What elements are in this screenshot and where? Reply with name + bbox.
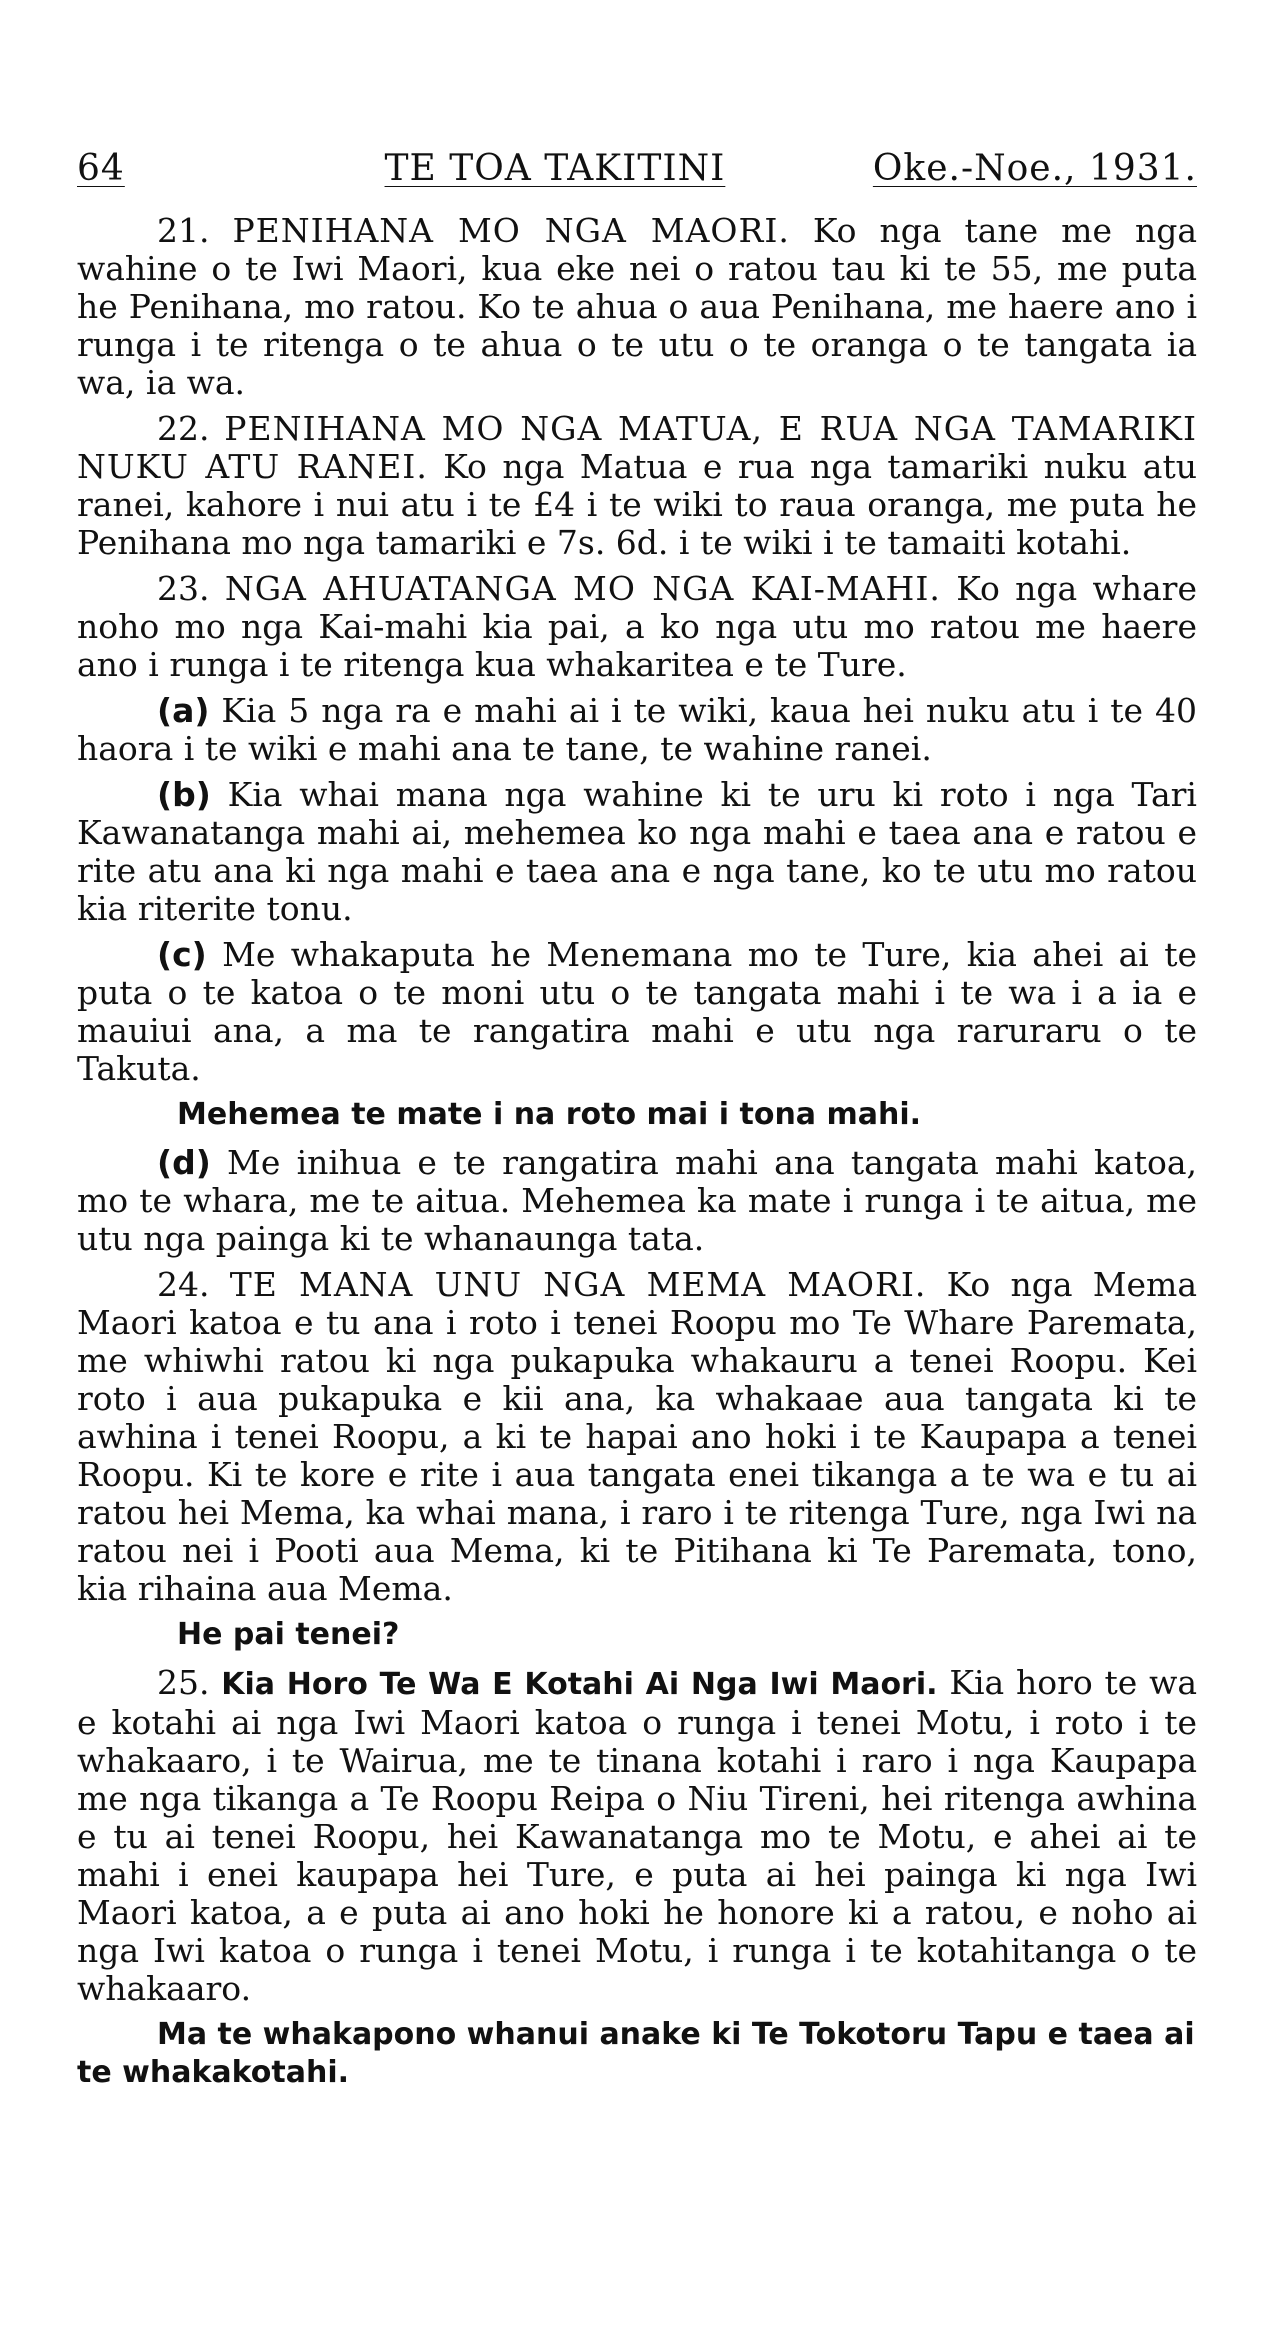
- section-number: 21.: [157, 211, 210, 250]
- subsection-text: Me whakaputa he Menemana mo te Ture, kia ahei ai te puta o te katoa o te moni utu o te tangata mahi i te wa i a ia e mauiui ana, a ma te rangatira mahi e utu nga raruraru o te Takuta.: [77, 935, 1197, 1088]
- section-heading: PENIHANA MO NGA MAORI.: [232, 211, 790, 250]
- section-heading: TE MANA UNU NGA MEMA MAORI.: [229, 1265, 927, 1304]
- section-heading: NGA AHUATANGA MO NGA KAI-MAHI.: [224, 569, 941, 608]
- subsection-c: [77, 936, 1197, 1088]
- subsection-label: (b): [157, 775, 211, 814]
- section-body: Kia horo te wa e kotahi ai nga Iwi Maori katoa o runga i tenei Motu, i roto i te whakaaro, i te Wairua, me te tinana kotahi i raro i nga Kaupapa me nga tikanga a Te Roopu Reipa o Niu Tireni, hei ritenga awhina e tu ai tenei Roopu, hei Kawanatanga mo te Motu, e ahei ai te mahi i enei kaupapa hei Ture, e puta ai hei painga ki nga Iwi Maori katoa, a e puta ai ano hoki he honore ki a ratou, e noho ai nga Iwi katoa o runga i tenei Motu, i runga i te kotahitanga o te whakaaro.: [77, 1663, 1197, 2008]
- subsection-a: [77, 692, 1197, 768]
- section-21: [77, 212, 1197, 402]
- publication-title: TE TOA TAKITINI: [384, 148, 726, 189]
- closing-statement: Ma te whakapono whanui anake ki Te Tokotoru Tapu e taea ai te whakakotahi.: [77, 2017, 1195, 2090]
- section-22: [77, 410, 1197, 562]
- subsection-text: Me inihua e te rangatira mahi ana tangata mahi katoa, mo te whara, me te aitua. Mehemea ka mate i runga i te aitua, me utu nga painga ki te whanaunga tata.: [77, 1143, 1197, 1258]
- subsection-b: [77, 776, 1197, 928]
- section-body: Ko nga Matua e rua nga tamariki nuku atu ranei, kahore i nui atu i te £4 i te wiki to raua oranga, me puta he Penihana mo nga tamariki e 7s. 6d. i te wiki i te tamaiti kotahi.: [77, 447, 1197, 562]
- subsection-c-note: Mehemea te mate i na roto mai i tona mahi.: [177, 1097, 922, 1132]
- page-number: 64: [77, 148, 125, 189]
- page-header: [77, 150, 1197, 188]
- section-body: Ko nga Mema Maori katoa e tu ana i roto i tenei Roopu mo Te Whare Paremata, me whiwhi ratou ki nga pukapuka whakauru a tenei Roopu. Kei roto i aua pukapuka e kii ana, ka whakaae aua tangata ki te awhina i tenei Roopu, a ki te hapai ano hoki i te Kaupapa a tenei Roopu. Ki te kore e rite i aua tangata enei tikanga a te wa e tu ai ratou hei Mema, ka whai mana, i raro i te ritenga Ture, nga Iwi na ratou nei i Pooti aua Mema, ki te Pitihana ki Te Paremata, tono, kia rihaina aua Mema.: [77, 1265, 1198, 1608]
- subsection-label: (c): [157, 935, 207, 974]
- section-25: [77, 1664, 1197, 2008]
- section-body: Ko nga whare noho mo nga Kai-mahi kia pai, a ko nga utu mo ratou me haere ano i runga i te ritenga kua whakaritea e te Ture.: [77, 569, 1197, 684]
- document-page: [77, 150, 1197, 2092]
- section-number: 25.: [157, 1663, 210, 1702]
- subsection-label: (d): [157, 1143, 211, 1182]
- section-heading: PENIHANA MO NGA MATUA, E RUA NGA TAMARIKI NUKU ATU RANEI.: [77, 409, 1197, 486]
- section-number: 22.: [157, 409, 210, 448]
- section-heading: Kia Horo Te Wa E Kotahi Ai Nga Iwi Maori.: [221, 1667, 938, 1702]
- section-body: Ko nga tane me nga wahine o te Iwi Maori, kua eke nei o ratou tau ki te 55, me puta he Penihana, mo ratou. Ko te ahua o aua Penihana, me haere ano i runga i te ritenga o te ahua o te utu o te oranga o te tangata ia wa, ia wa.: [77, 211, 1197, 402]
- section-number: 23.: [157, 569, 210, 608]
- issue-date: Oke.-Noe., 1931.: [872, 148, 1197, 189]
- subsection-text: Kia 5 nga ra e mahi ai i te wiki, kaua hei nuku atu i te 40 haora i te wiki e mahi ana te tane, te wahine ranei.: [77, 691, 1197, 768]
- section-24: [77, 1266, 1197, 1608]
- section-23: [77, 570, 1197, 684]
- section-24-note: He pai tenei?: [177, 1617, 400, 1652]
- subsection-d: [77, 1144, 1197, 1258]
- subsection-text: Kia whai mana nga wahine ki te uru ki roto i nga Tari Kawanatanga mahi ai, mehemea ko nga mahi e taea ana e ratou e rite atu ana ki nga mahi e taea ana e nga tane, ko te utu mo ratou kia riterite tonu.: [77, 775, 1197, 928]
- section-number: 24.: [157, 1265, 210, 1304]
- subsection-label: (a): [157, 691, 210, 730]
